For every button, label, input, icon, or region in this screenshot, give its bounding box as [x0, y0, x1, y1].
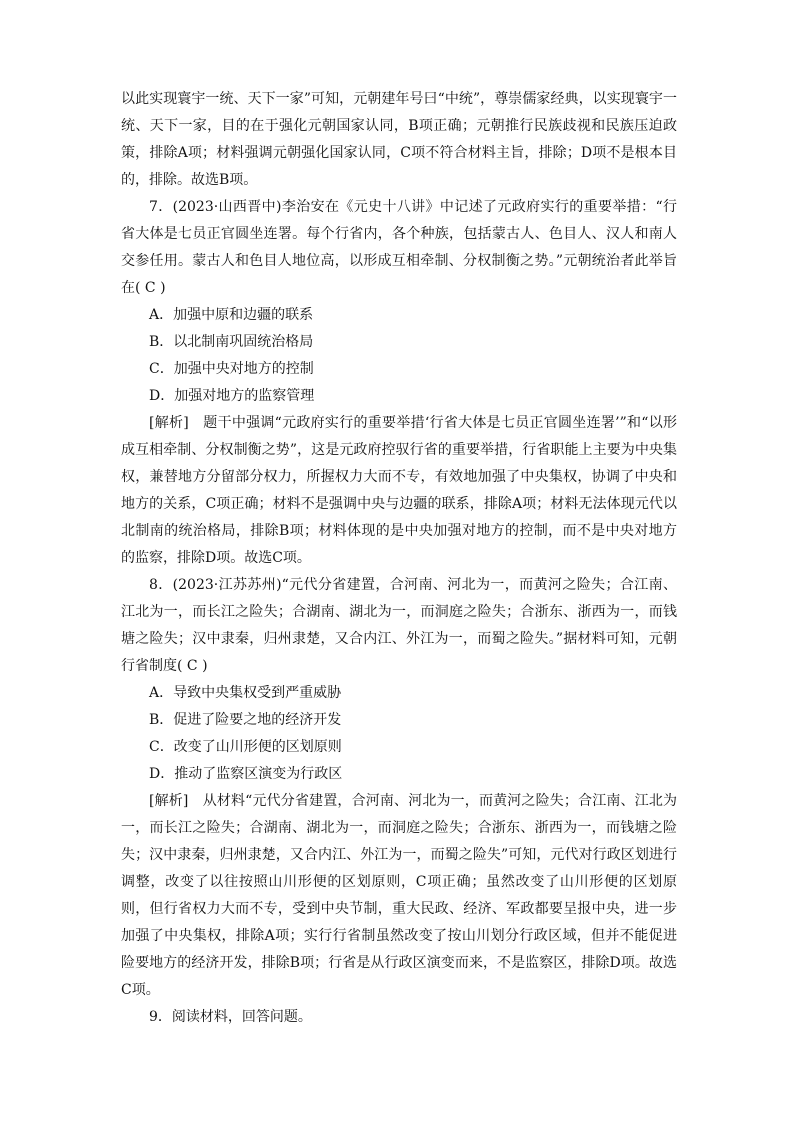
question-7-option-c: C．加强中央对地方的控制: [149, 361, 314, 377]
question-7-stem: 7．(2023·山西晋中)李治安在《元史十八讲》中记述了元政府实行的重要举措：“行省大体是七员正官圆坐连署。每个行省内，各个种族，包括蒙古人、色目人、汉人和南人交参任用。蒙古人和色目人地位高，以形成互相牵制、分权制衡之势。”元朝统治者此举旨在( C ): [121, 199, 677, 296]
question-8-option-d: D．推动了监察区演变为行政区: [149, 766, 343, 782]
question-8-stem: 8．(2023·江苏苏州)“元代分省建置，合河南、河北为一，而黄河之险失；合江南、江北为一，而长江之险失；合湖南、湖北为一，而洞庭之险失；合浙东、浙西为一，而钱塘之险失；汉中隶秦，归州隶楚，又合内江、外江为一，而蜀之险失。”据材料可知，元朝行省制度( C ): [121, 577, 677, 674]
question-8-option-a: A．导致中央集权受到严重威胁: [149, 685, 342, 701]
question-7: [121, 194, 677, 572]
document-page: [121, 86, 677, 1031]
question-7-option-b: B．以北制南巩固统治格局: [149, 334, 314, 350]
question-8-option-b: B．促进了险要之地的经济开发: [149, 712, 342, 728]
question-7-option-d: D．加强对地方的监察管理: [149, 388, 315, 404]
question-9-stem: 9．阅读材料，回答问题。: [149, 1009, 312, 1025]
previous-analysis-continuation: 以此实现寰宇一统、天下一家”可知，元朝建年号曰“中统”，尊崇儒家经典，以实现寰宇一统、天下一家，目的在于强化元朝国家认同，B项正确；元朝推行民族歧视和民族压迫政策，排除A项；材料强调元朝强化国家认同，C项不符合材料主旨，排除；D项不是根本目的，排除。故选B项。: [121, 91, 677, 188]
question-7-option-a: A．加强中原和边疆的联系: [149, 307, 314, 323]
question-9: [121, 1004, 677, 1031]
question-7-analysis: [解析] 题干中强调“元政府实行的重要举措‘行省大体是七员正官圆坐连署’”和“以形成互相牵制、分权制衡之势”，这是元政府控驭行省的重要举措，行省职能上主要为中央集权，兼替地方分留部分权力，所握权力大而不专，有效地加强了中央集权，协调了中央和地方的关系，C项正确；材料不是强调中央与边疆的联系，排除A项；材料无法体现元代以北制南的统治格局，排除B项；材料体现的是中央加强对地方的控制，而不是中央对地方的监察，排除D项。故选C项。: [121, 415, 677, 566]
question-8-option-c: C．改变了山川形便的区划原则: [149, 739, 342, 755]
question-8: [121, 572, 677, 1004]
question-8-analysis: [解析] 从材料“元代分省建置，合河南、河北为一，而黄河之险失；合江南、江北为一，而长江之险失；合湖南、湖北为一，而洞庭之险失；合浙东、浙西为一，而钱塘之险失；汉中隶秦，归州隶楚，又合内江、外江为一，而蜀之险失”可知，元代对行政区划进行调整，改变了以往按照山川形便的区划原则，C项正确；虽然改变了山川形便的区划原则，但行省权力大而不专，受到中央节制，重大民政、经济、军政都要呈报中央，进一步加强了中央集权，排除A项；实行行省制虽然改变了按山川划分行政区域，但并不能促进险要地方的经济开发，排除B项；行省是从行政区演变而来，不是监察区，排除D项。故选C项。: [121, 793, 677, 998]
